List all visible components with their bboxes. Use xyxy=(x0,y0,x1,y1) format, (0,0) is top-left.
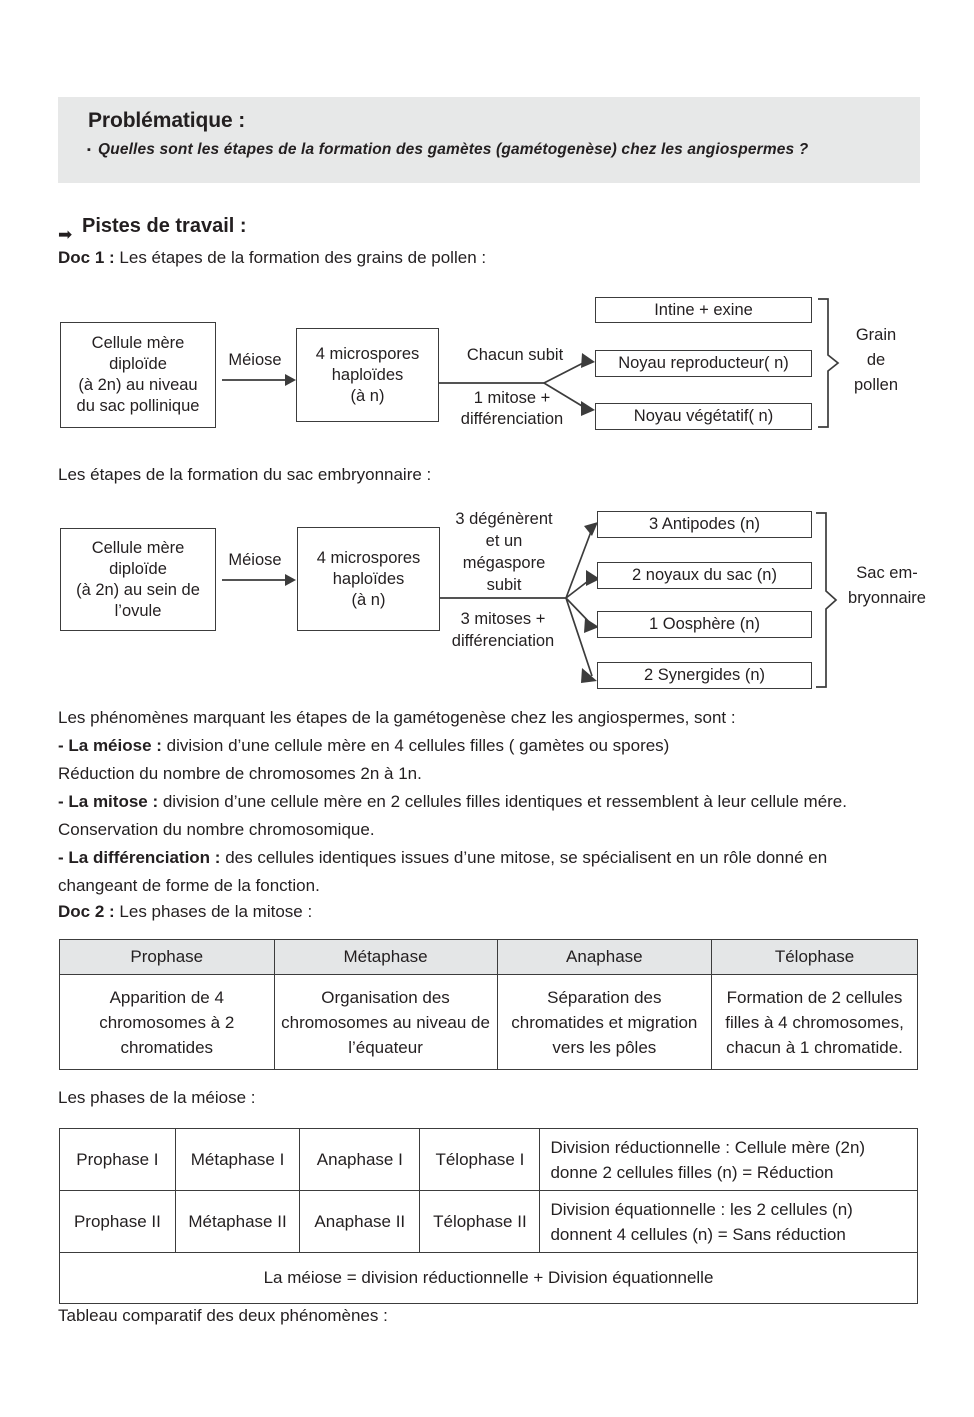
table-cell: Prophase I xyxy=(60,1129,176,1191)
text-line: l’ovule xyxy=(114,601,162,620)
meiose-text: division d’une cellule mère en 4 cellules filles ( gamètes ou spores) xyxy=(161,736,670,755)
text-line: Grain xyxy=(855,326,897,344)
text-line: différenciation xyxy=(451,632,555,650)
table-cell: Apparition de 4 chromosomes à 2 chromatides xyxy=(60,975,275,1070)
sac-embryonnaire-heading: Les étapes de la formation du sac embryonnaire : xyxy=(58,465,432,484)
bullet-icon: ▪ xyxy=(87,144,91,156)
mitosis-phases-table xyxy=(59,939,918,1070)
doc2-label: Doc 2 : xyxy=(58,902,115,921)
text-line: haploïdes xyxy=(331,365,404,384)
table-cell: Formation de 2 cellules filles à 4 chromosomes, chacun à 1 chromatide. xyxy=(712,975,918,1070)
doc2-text: Les phases de la mitose : xyxy=(114,902,313,921)
table-row xyxy=(60,1191,918,1253)
diagram1-mid-box xyxy=(296,328,439,422)
meiosis-phases-table xyxy=(59,1128,918,1304)
diagram2-fork-connector xyxy=(440,505,605,695)
text-line: Sac em- xyxy=(856,564,918,582)
mitose-text: division d’une cellule mère en 2 cellules filles identiques et ressemblent à leur cellule mére. xyxy=(158,792,847,811)
table-cell: Télophase I xyxy=(420,1129,540,1191)
final-caption: Tableau comparatif des deux phénomènes : xyxy=(58,1306,388,1325)
meiose-label: - La méiose : xyxy=(58,736,162,755)
table-header-row xyxy=(60,940,918,975)
text-line: et un xyxy=(485,532,523,550)
doc1-caption xyxy=(58,248,486,268)
text-line: 3 mitoses + xyxy=(460,610,546,628)
meiosis-phases-caption: Les phases de la méiose : xyxy=(58,1088,256,1107)
table-header-cell: Télophase xyxy=(712,940,918,975)
table-cell: Prophase II xyxy=(60,1191,176,1253)
text-line: (à n) xyxy=(351,590,386,609)
problematique-box xyxy=(58,97,920,183)
diagram1-output-box-2: Noyau végétatif( n) xyxy=(595,403,812,430)
phenomena-intro: Les phénomènes marquant les étapes de la gamétogenèse chez les angiospermes, sont : xyxy=(58,708,736,727)
table-cell: Anaphase II xyxy=(300,1191,420,1253)
pistes-de-travail-title: Pistes de travail : xyxy=(82,215,247,237)
table-cell: Métaphase II xyxy=(175,1191,299,1253)
table-row xyxy=(60,1129,918,1191)
table-header-cell: Prophase xyxy=(60,940,275,975)
text-line: du sac pollinique xyxy=(76,397,200,415)
table-cell-description xyxy=(540,1129,918,1191)
text-line: diploïde xyxy=(109,559,167,578)
diagram2-bracket-label xyxy=(832,561,942,611)
phenomena-diff-line2: changeant de forme de la fonction. xyxy=(58,876,320,895)
table-cell: Métaphase I xyxy=(175,1129,299,1191)
doc1-label: Doc 1 : xyxy=(58,248,115,267)
phenomena-mitose-line2: Conservation du nombre chromosomique. xyxy=(58,820,375,839)
diagram1-bracket-label xyxy=(838,323,914,398)
text-line: subit xyxy=(486,576,522,594)
phenomena-meiose-line xyxy=(58,736,669,756)
doc1-text: Les étapes de la formation des grains de pollen : xyxy=(114,248,487,267)
text-line: (à 2n) au sein de xyxy=(76,580,200,599)
diagram1-output-box-1: Noyau reproducteur( n) xyxy=(595,350,812,377)
diagram1-fork-connector xyxy=(439,305,599,435)
text-line: différenciation xyxy=(460,410,564,428)
text-line: Cellule mère xyxy=(91,334,185,352)
text-line: de xyxy=(866,351,886,369)
diagram1-split-top-label: Chacun subit xyxy=(466,346,564,364)
diagram2-arrow-meiose xyxy=(222,570,296,590)
table-header-cell: Métaphase xyxy=(274,940,497,975)
text-line: (à n) xyxy=(350,386,385,405)
diagram2-output-box-3: 2 Synergides (n) xyxy=(597,662,812,689)
text-line: donnent 4 cellules (n) = Sans réduction xyxy=(550,1224,846,1244)
table-cell-description xyxy=(540,1191,918,1253)
diagram2-output-box-2: 1 Oosphère (n) xyxy=(597,611,812,638)
arrow-right-icon: ➡ xyxy=(58,225,73,244)
mitose-label: - La mitose : xyxy=(58,792,159,811)
phenomena-meiose-line2: Réduction du nombre de chromosomes 2n à 1n. xyxy=(58,764,422,783)
text-line: (à 2n) au niveau xyxy=(78,376,198,394)
text-line: diploïde xyxy=(109,355,167,373)
table-cell: Séparation des chromatides et migration vers les pôles xyxy=(497,975,712,1070)
phenomena-mitose-line xyxy=(58,792,847,812)
text-line: bryonnaire xyxy=(848,589,926,607)
diagram2-meiose-label: Méiose xyxy=(228,551,282,569)
text-line: 4 microspores xyxy=(315,344,420,363)
table-header-cell: Anaphase xyxy=(497,940,712,975)
table-cell: Télophase II xyxy=(420,1191,540,1253)
text-line: donne 2 cellules filles (n) = Réduction xyxy=(550,1162,834,1182)
text-line: mégaspore xyxy=(462,554,546,572)
diagram1-start-box xyxy=(60,322,216,428)
phenomena-diff-line xyxy=(58,848,827,868)
diagram2-output-box-1: 2 noyaux du sac (n) xyxy=(597,562,812,589)
diagram2-output-box-0: 3 Antipodes (n) xyxy=(597,511,812,538)
problematique-title: Problématique : xyxy=(88,109,246,132)
diagram1-output-box-0: Intine + exine xyxy=(595,297,812,323)
differenciation-text: des cellules identiques issues d’une mitose, se spécialisent en un rôle donné en xyxy=(220,848,828,867)
table-cell: Organisation des chromosomes au niveau de l’équateur xyxy=(274,975,497,1070)
table-cell: Anaphase I xyxy=(300,1129,420,1191)
text-line: haploïdes xyxy=(332,569,405,588)
text-line: 4 microspores xyxy=(316,548,421,567)
text-line: Cellule mère xyxy=(91,538,185,557)
differenciation-label: - La différenciation : xyxy=(58,848,221,867)
text-line: 3 dégénèrent xyxy=(455,510,553,528)
diagram2-start-box xyxy=(60,528,216,631)
table-footer-cell: La méiose = division réductionnelle + Division équationnelle xyxy=(60,1253,918,1304)
diagram2-mid-box xyxy=(297,527,440,631)
table-row xyxy=(60,975,918,1070)
problematique-question: Quelles sont les étapes de la formation des gamètes (gamétogenèse) chez les angiospermes ? xyxy=(98,141,809,158)
text-line: Division équationnelle : les 2 cellules (n) xyxy=(550,1199,853,1219)
doc2-caption xyxy=(58,902,312,922)
diagram1-arrow-meiose xyxy=(222,370,296,390)
text-line: pollen xyxy=(853,376,899,394)
text-line: 1 mitose + xyxy=(473,389,551,407)
diagram1-meiose-label: Méiose xyxy=(228,351,282,369)
text-line: Division réductionnelle : Cellule mère (2n) xyxy=(550,1137,866,1157)
table-row xyxy=(60,1253,918,1304)
